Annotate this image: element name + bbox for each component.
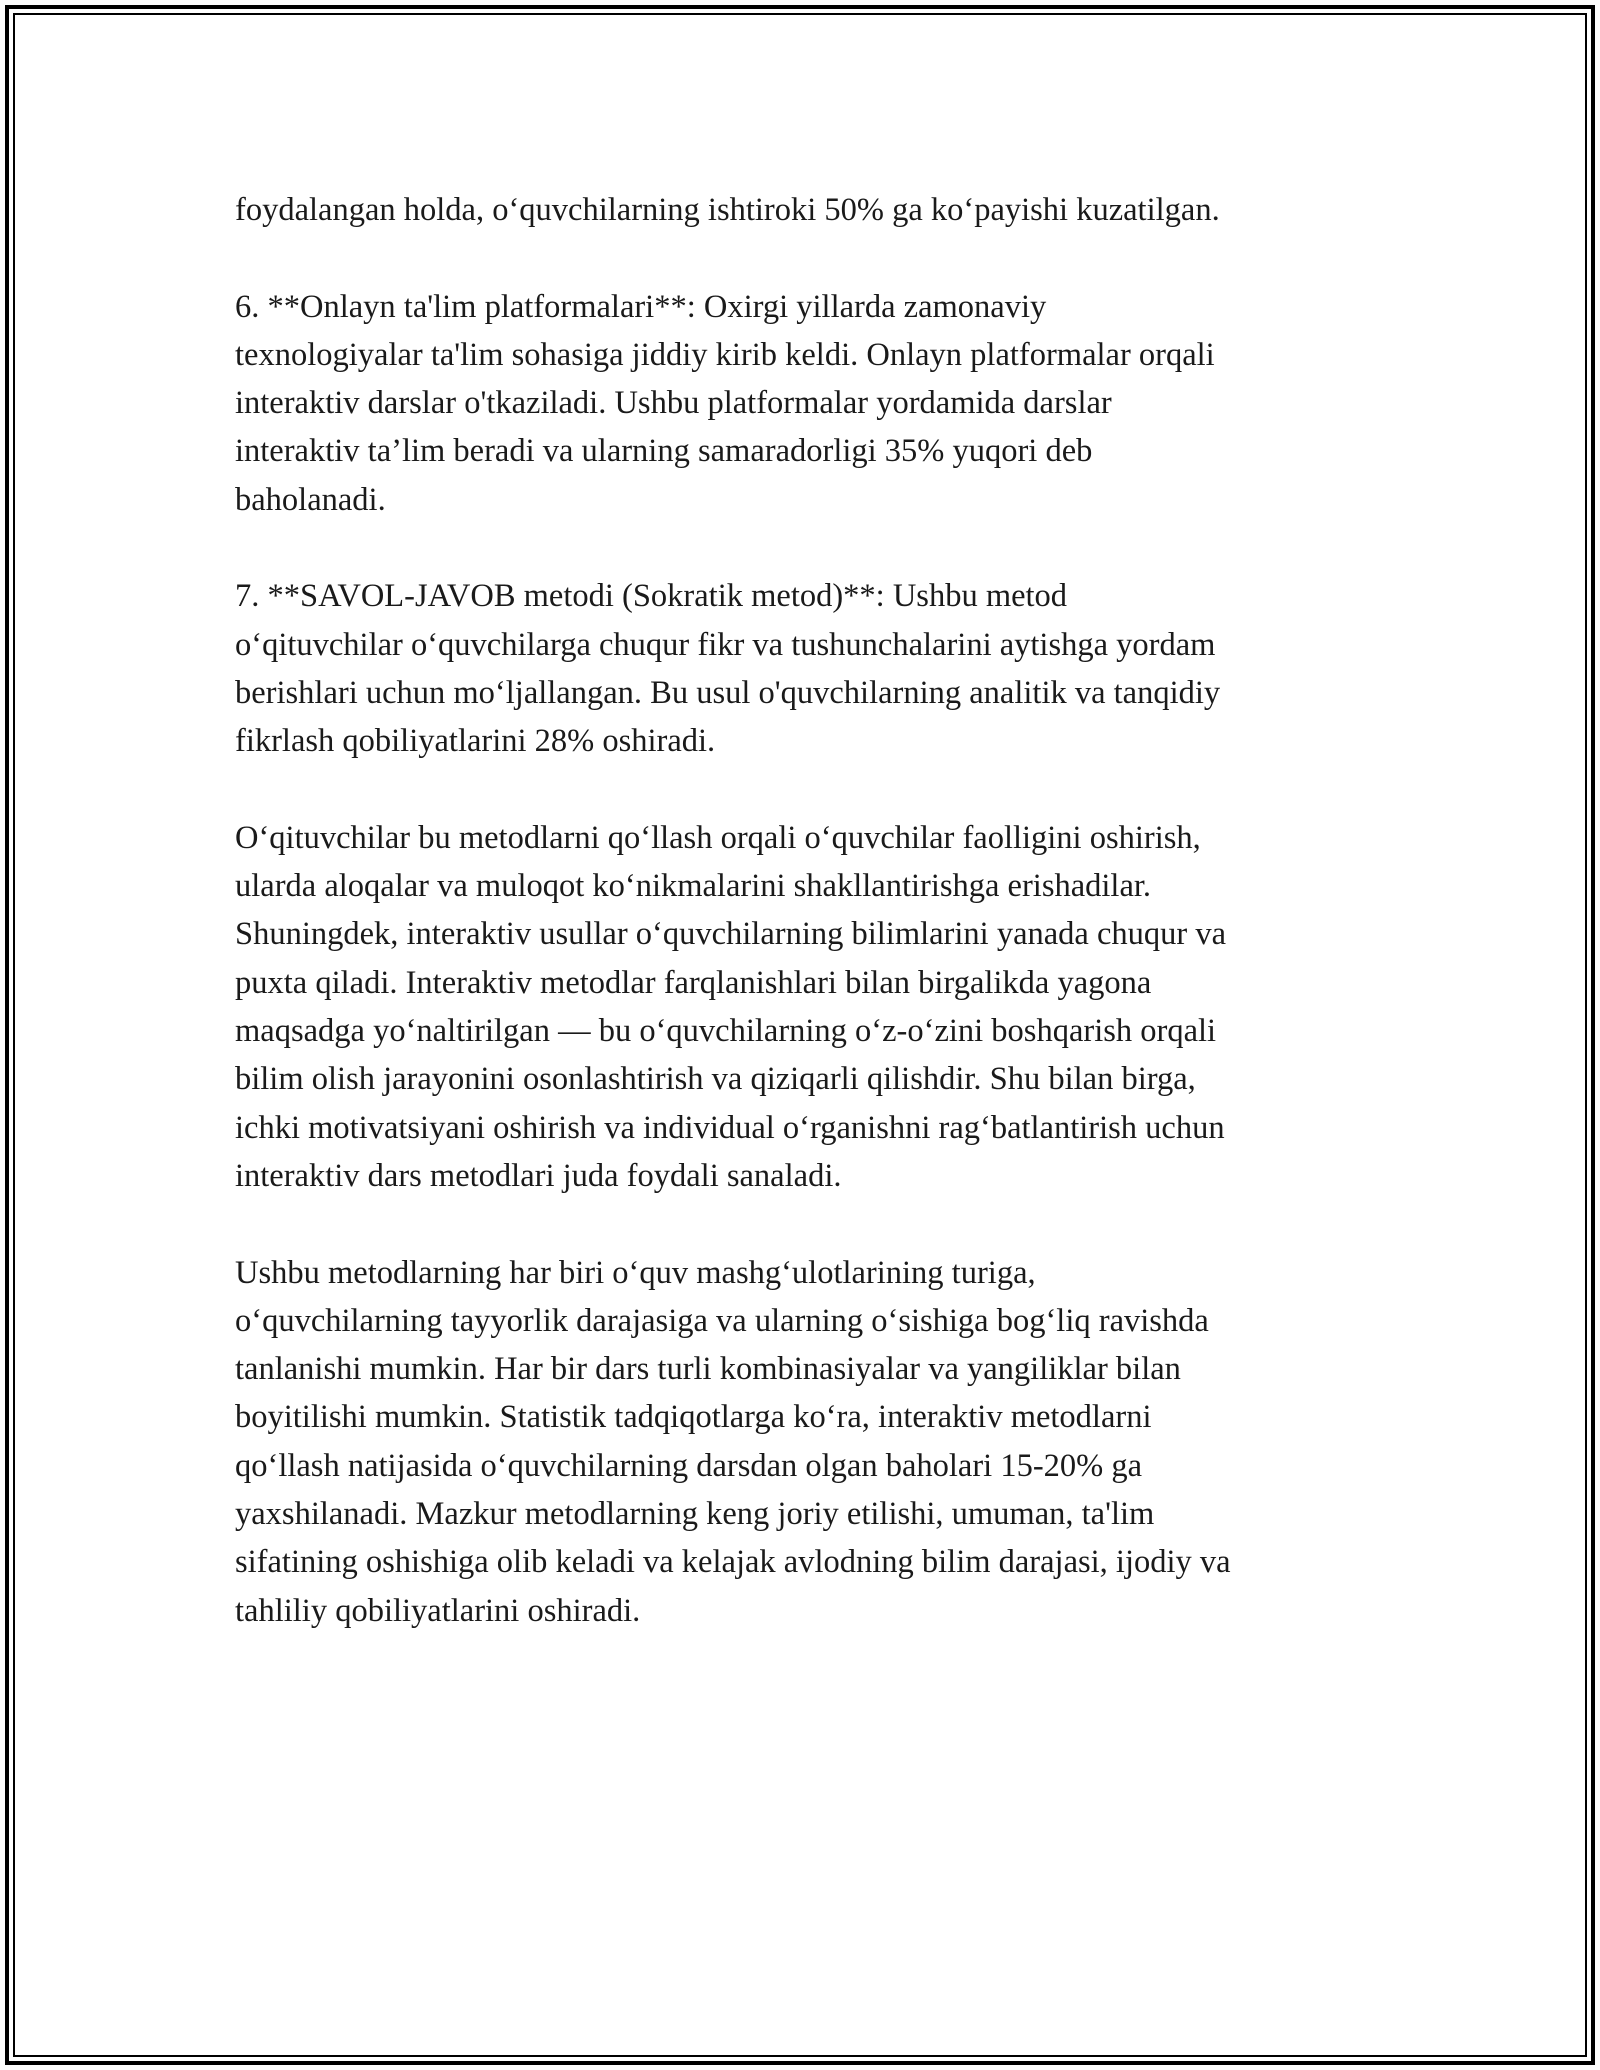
- paragraph-online-platforms: [235, 283, 1370, 524]
- text-line: maqsadga yo‘naltirilgan — bu o‘quvchilarning o‘z-o‘zini boshqarish orqali: [235, 1013, 1217, 1050]
- paragraph-teachers-methods: [235, 814, 1370, 1200]
- text-line: 7. **SAVOL-JAVOB metodi (Sokratik metod)**: Ushbu metod: [235, 578, 1068, 615]
- text-line: tanlanishi mumkin. Har bir dars turli kombinasiyalar va yangiliklar bilan: [235, 1351, 1181, 1388]
- text-line: o‘quvchilarning tayyorlik darajasiga va ularning o‘sishiga bog‘liq ravishda: [235, 1302, 1209, 1339]
- text-line: texnologiyalar ta'lim sohasiga jiddiy kirib keldi. Onlayn platformalar orqali: [235, 336, 1215, 373]
- text-line: berishlari uchun mo‘ljallangan. Bu usul o'quvchilarning analitik va tanqidiy: [235, 674, 1221, 711]
- text-line: baholanadi.: [235, 481, 386, 518]
- text-line: fikrlash qobiliyatlarini 28% oshiradi.: [235, 723, 716, 760]
- text-line: Shuningdek, interaktiv usullar o‘quvchilarning bilimlarini yanada chuqur va: [235, 916, 1227, 953]
- text-line: foydalangan holda, o‘quvchilarning ishtiroki 50% ga ko‘payishi kuzatilgan.: [235, 192, 1220, 228]
- text-line: bilim olish jarayonini osonlashtirish va qiziqarli qilishdir. Shu bilan birga,: [235, 1061, 1196, 1098]
- document-body: [235, 186, 1370, 1683]
- text-line: tahliliy qobiliyatlarini oshiradi.: [235, 1592, 641, 1629]
- text-line: interaktiv darslar o'tkaziladi. Ushbu platformalar yordamida darslar: [235, 385, 1112, 422]
- paragraph-conclusion: [235, 1249, 1370, 1635]
- text-line: interaktiv dars metodlari juda foydali sanaladi.: [235, 1157, 842, 1194]
- text-line: o‘qituvchilar o‘quvchilarga chuqur fikr va tushunchalarini aytishga yordam: [235, 626, 1216, 663]
- text-line: 6. **Onlayn ta'lim platformalari**: Oxirgi yillarda zamonaviy: [235, 288, 1047, 325]
- text-line: interaktiv ta’lim beradi va ularning samaradorligi 35% yuqori deb: [235, 433, 1093, 470]
- text-line: boyitilishi mumkin. Statistik tadqiqotlarga ko‘ra, interaktiv metodlarni: [235, 1399, 1152, 1436]
- text-line: qo‘llash natijasida o‘quvchilarning darsdan olgan baholari 15-20% ga: [235, 1447, 1143, 1484]
- text-line: sifatining oshishiga olib keladi va kelajak avlodning bilim darajasi, ijodiy va: [235, 1544, 1231, 1581]
- text-line: O‘qituvchilar bu metodlarni qo‘llash orqali o‘quvchilar faolligini oshirish,: [235, 819, 1201, 856]
- text-line: ularda aloqalar va muloqot ko‘nikmalarini shakllantirishga erishadilar.: [235, 868, 1152, 905]
- text-line: puxta qiladi. Interaktiv metodlar farqlanishlari bilan birgalikda yagona: [235, 964, 1152, 1001]
- text-line: yaxshilanadi. Mazkur metodlarning keng joriy etilishi, umuman, ta'lim: [235, 1496, 1155, 1533]
- text-line: Ushbu metodlarning har biri o‘quv mashg‘ulotlarining turiga,: [235, 1254, 1036, 1291]
- paragraph-socratic-method: [235, 572, 1370, 765]
- text-line: ichki motivatsiyani oshirish va individual o‘rganishni rag‘batlantirish uchun: [235, 1109, 1225, 1146]
- paragraph-intro-continuation: [235, 186, 1370, 234]
